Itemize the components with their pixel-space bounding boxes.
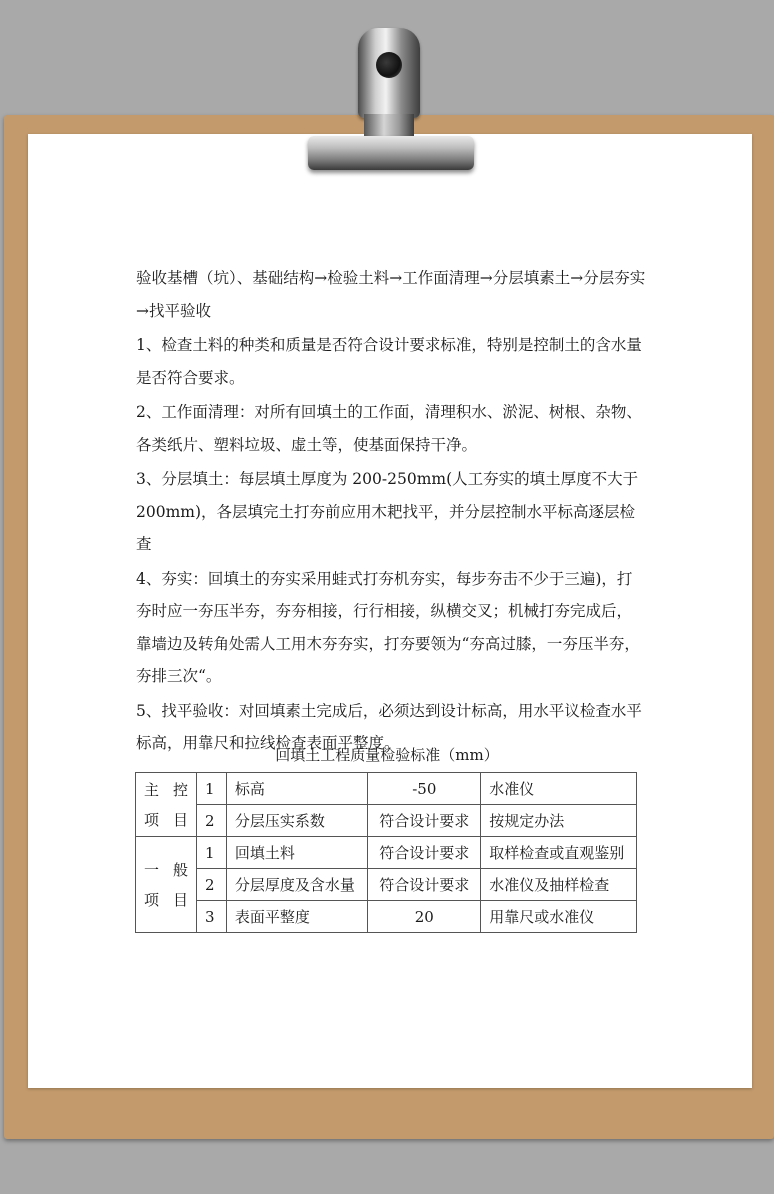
row-number: 1: [197, 773, 227, 805]
table-row: [136, 869, 637, 901]
step-paragraph: 1、检查土料的种类和质量是否符合设计要求标准，特别是控制土的含水量是否符合要求。: [136, 336, 642, 387]
table-row: [136, 837, 637, 869]
item-cell: 分层厚度及含水量: [226, 869, 367, 901]
step-paragraph: 2、工作面清理：对所有回填土的工作面，清理积水、淤泥、树根、杂物、各类纸片、塑料垃圾、虚土等，使基面保持干净。: [136, 403, 642, 454]
method-cell: 水准仪及抽样检查: [481, 869, 637, 901]
binder-clip-icon: [300, 28, 476, 178]
row-number: 2: [197, 869, 227, 901]
value-cell: 符合设计要求: [368, 837, 481, 869]
category-cell: 主控 项目: [136, 773, 197, 837]
method-cell: 水准仪: [481, 773, 637, 805]
step-paragraph: 5、找平验收：对回填素土完成后，必须达到设计标高，用水平议检查水平标高，用靠尺和拉线检查表面平整度。: [136, 701, 642, 752]
table-title: 回填土工程质量检验标准（mm）: [275, 746, 499, 764]
step-paragraph: 4、夯实：回填土的夯实采用蛙式打夯机夯实，每步夯击不少于三遍)，打夯时应一夯压半夯，夯夯相接，行行相接，纵横交叉；机械打夯完成后，靠墙边及转角处需人工用木夯夯实，打夯要领为“夯高过膝，一夯压半夯，夯排三次“。: [136, 569, 640, 685]
method-cell: 取样检查或直观鉴别: [481, 837, 637, 869]
method-cell: 按规定办法: [481, 805, 637, 837]
row-number: 1: [197, 837, 227, 869]
quality-standard-table: [135, 772, 637, 933]
value-cell: 符合设计要求: [368, 869, 481, 901]
document-body: [136, 262, 646, 762]
value-cell: 符合设计要求: [368, 805, 481, 837]
method-cell: 用靠尺或水准仪: [481, 901, 637, 933]
row-number: 2: [197, 805, 227, 837]
table-row: [136, 805, 637, 837]
step-paragraph: 3、分层填土：每层填土厚度为 200-250mm(人工夯实的填土厚度不大于 200mm)，各层填完土打夯前应用木耙找平，并分层控制水平标高逐层检查: [136, 470, 639, 553]
item-cell: 标高: [226, 773, 367, 805]
table-row: [136, 901, 637, 933]
value-cell: -50: [368, 773, 481, 805]
category-cell: 一般 项目: [136, 837, 197, 933]
row-number: 3: [197, 901, 227, 933]
table-row: [136, 773, 637, 805]
process-flow-text: 验收基槽（坑）、基础结构→检验土料→工作面清理→分层填素土→分层夯实→找平验收: [136, 269, 646, 320]
item-cell: 表面平整度: [226, 901, 367, 933]
item-cell: 分层压实系数: [226, 805, 367, 837]
value-cell: 20: [368, 901, 481, 933]
item-cell: 回填土料: [226, 837, 367, 869]
